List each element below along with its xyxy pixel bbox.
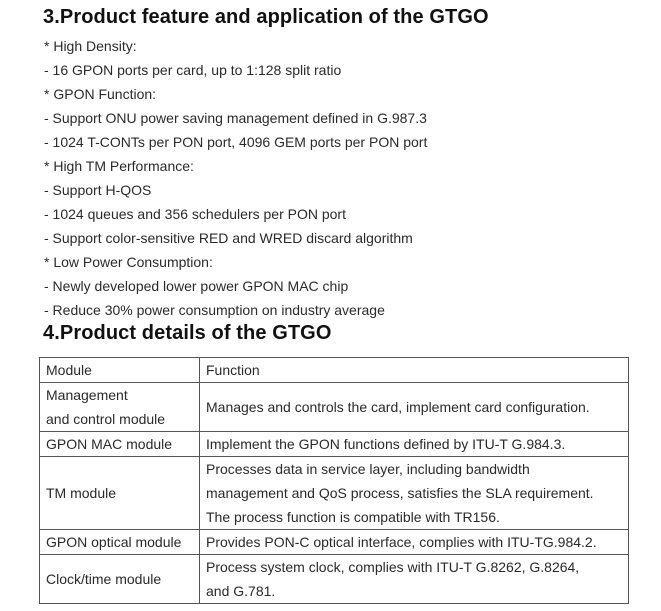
table-row	[40, 383, 629, 432]
module-text: Clock/time module	[46, 571, 162, 587]
product-details-table	[39, 357, 629, 604]
feature-heading-low-power: * Low Power Consumption:	[44, 254, 213, 270]
feature-item: - 16 GPON ports per card, up to 1:128 split ratio	[44, 62, 342, 78]
function-text: Implement the GPON functions defined by ITU-T G.984.3.	[206, 436, 566, 452]
feature-heading-high-density: * High Density:	[44, 38, 137, 54]
function-cell	[200, 432, 629, 457]
function-text: and G.781.	[206, 583, 276, 599]
header-function: Function	[200, 358, 629, 383]
function-text: management and QoS process, satisfies the SLA requirement.	[206, 485, 594, 501]
module-cell	[40, 530, 200, 555]
table-row	[40, 457, 629, 530]
function-cell	[200, 555, 629, 604]
module-cell	[40, 457, 200, 530]
feature-item: - Newly developed lower power GPON MAC chip	[44, 278, 349, 294]
function-cell	[200, 383, 629, 432]
feature-heading-high-tm-performance: * High TM Performance:	[44, 158, 194, 174]
table-header-row	[40, 358, 629, 383]
module-cell	[40, 432, 200, 457]
function-text: Provides PON-C optical interface, complies with ITU-TG.984.2.	[206, 534, 597, 550]
feature-item: - 1024 queues and 356 schedulers per PON port	[44, 206, 346, 222]
function-text: The process function is compatible with TR156.	[206, 509, 500, 525]
function-cell	[200, 530, 629, 555]
section-3-title: 3.Product feature and application of the GTGO	[43, 6, 489, 28]
function-text: Manages and controls the card, implement card configuration.	[206, 399, 590, 415]
module-cell	[40, 555, 200, 604]
module-cell	[40, 383, 200, 432]
feature-heading-gpon-function: * GPON Function:	[44, 86, 157, 102]
feature-list	[44, 34, 427, 322]
header-module: Module	[40, 358, 200, 383]
feature-item: - Reduce 30% power consumption on industry average	[44, 302, 385, 318]
module-text: GPON optical module	[46, 534, 182, 550]
module-text: GPON MAC module	[46, 436, 173, 452]
feature-item: - Support color-sensitive RED and WRED discard algorithm	[44, 230, 413, 246]
module-text: TM module	[46, 485, 117, 501]
table-row	[40, 555, 629, 604]
feature-item: - Support ONU power saving management defined in G.987.3	[44, 110, 427, 126]
function-cell	[200, 457, 629, 530]
function-text: Process system clock, complies with ITU-T G.8262, G.8264,	[206, 559, 580, 575]
table-row	[40, 432, 629, 457]
table-row	[40, 530, 629, 555]
feature-item: - 1024 T-CONTs per PON port, 4096 GEM ports per PON port	[44, 134, 428, 150]
section-4-title: 4.Product details of the GTGO	[43, 322, 332, 344]
module-text: and control module	[46, 411, 166, 427]
function-text: Processes data in service layer, including bandwidth	[206, 461, 530, 477]
module-text: Management	[46, 387, 128, 403]
feature-item: - Support H-QOS	[44, 182, 152, 198]
